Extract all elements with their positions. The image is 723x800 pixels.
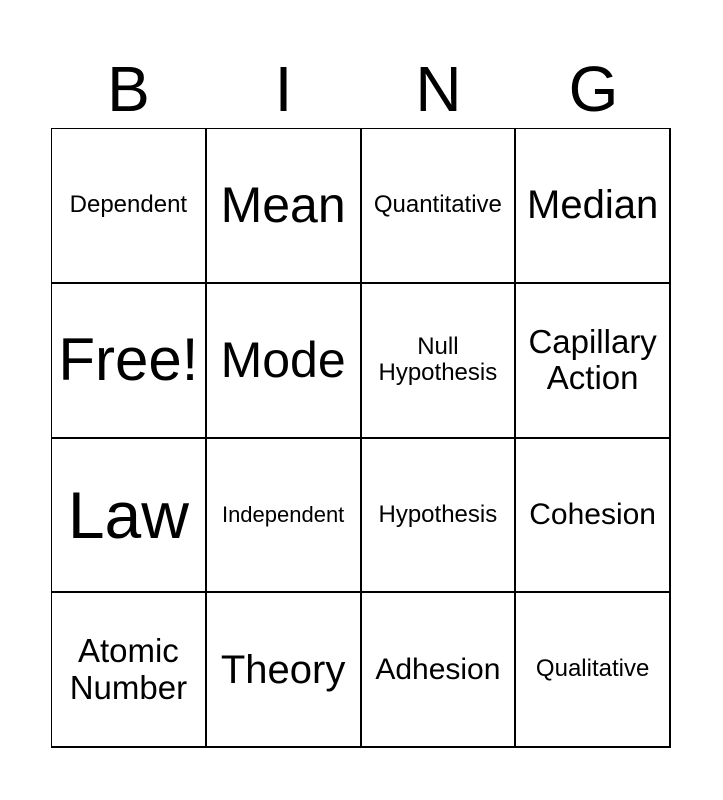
bingo-cell[interactable]: Null Hypothesis [362, 284, 517, 439]
bingo-board [51, 128, 671, 748]
bingo-cell[interactable]: Dependent [52, 129, 207, 284]
bingo-cell[interactable]: Cohesion [516, 439, 671, 594]
bingo-cell[interactable]: Capillary Action [516, 284, 671, 439]
header-letter-n: N [415, 53, 462, 125]
free-space-cell[interactable]: Free! [52, 284, 207, 439]
bingo-cell[interactable]: Median [516, 129, 671, 284]
bingo-cell[interactable]: Quantitative [362, 129, 517, 284]
bingo-cell[interactable]: Law [52, 439, 207, 594]
bingo-cell[interactable]: Theory [207, 593, 362, 748]
bingo-header [51, 50, 671, 128]
header-letter-i: I [274, 53, 293, 125]
bingo-cell[interactable]: Qualitative [516, 593, 671, 748]
bingo-cell[interactable]: Independent [207, 439, 362, 594]
bingo-cell[interactable]: Adhesion [362, 593, 517, 748]
bingo-cell[interactable]: Atomic Number [52, 593, 207, 748]
header-letter-b: B [107, 53, 150, 125]
bingo-cell[interactable]: Mode [207, 284, 362, 439]
bingo-cell[interactable]: Mean [207, 129, 362, 284]
header-letter-g: G [568, 53, 619, 125]
bingo-cell[interactable]: Hypothesis [362, 439, 517, 594]
